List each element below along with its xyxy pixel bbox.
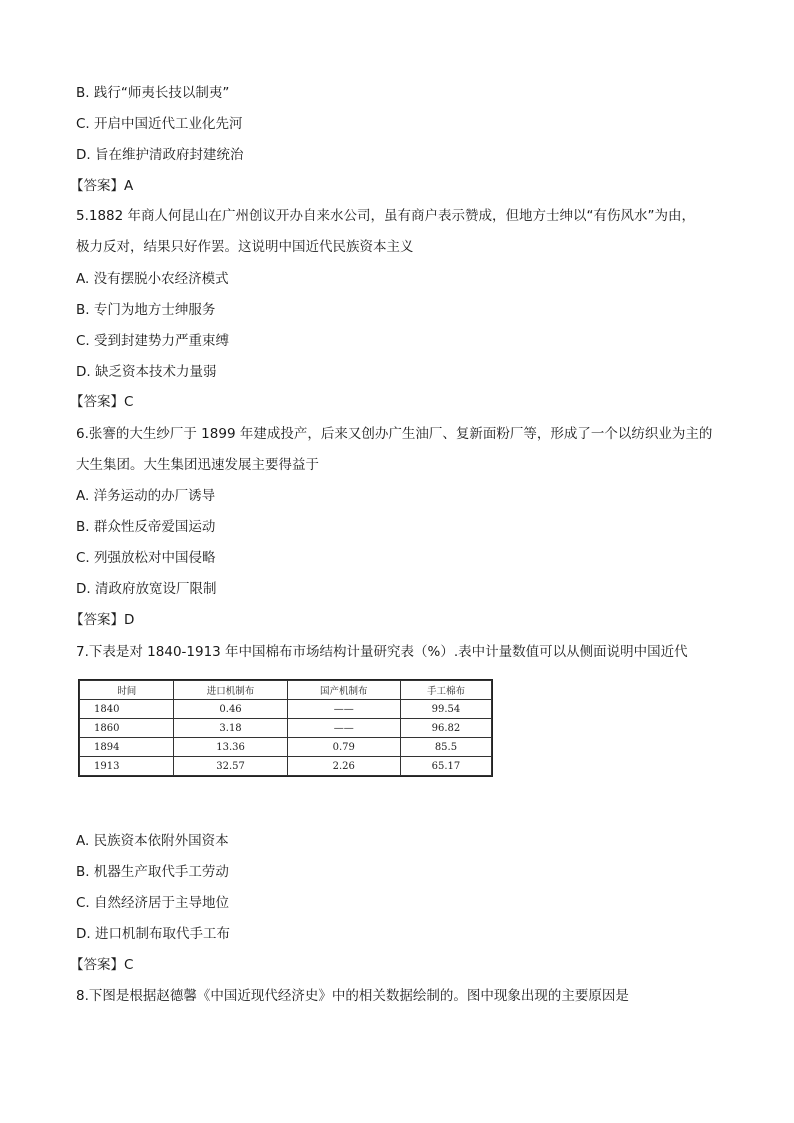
table-cell: 1860 [80,719,174,738]
question-text: 5.1882 年商人何昆山在广州创议开办自来水公司，虽有商户表示赞成，但地方士绅以“有伤风水”为由， [76,208,696,224]
option-line: A. 没有摆脱小农经济模式 [76,271,229,287]
table-cell: 0.46 [174,700,287,719]
option-line: C. 列强放松对中国侵略 [76,550,216,566]
question-text: 极力反对，结果只好作罢。这说明中国近代民族资本主义 [76,239,414,255]
table-cell: 1894 [80,738,174,757]
option-line: D. 旨在维护清政府封建统治 [76,147,244,163]
table-cell: 32.57 [174,757,287,776]
option-line: C. 受到封建势力严重束缚 [76,333,230,349]
table-cell: 65.17 [400,757,491,776]
question-text: 8.下图是根据赵德馨《中国近现代经济史》中的相关数据绘制的。图中现象出现的主要原因是 [76,988,629,1004]
question-text: 大生集团。大生集团迅速发展主要得益于 [76,457,319,473]
table-row [80,700,492,719]
question-text: 7.下表是对 1840-1913 年中国棉布市场结构计量研究表（%）.表中计量数值可以从侧面说明中国近代 [76,644,688,660]
table-header: 国产机制布 [287,681,400,700]
table-header-row [80,681,492,700]
option-line: B. 践行“师夷长技以制夷” [76,85,230,101]
table-cell: 96.82 [400,719,491,738]
table-cell: 1913 [80,757,174,776]
table-cell: 0.79 [287,738,400,757]
answer-line: 【答案】C [70,957,134,973]
option-line: D. 进口机制布取代手工布 [76,926,230,942]
table-cell: 3.18 [174,719,287,738]
option-line: B. 专门为地方士绅服务 [76,302,216,318]
option-line: D. 清政府放宽设厂限制 [76,581,217,597]
table-header: 进口机制布 [174,681,287,700]
table-row [80,757,492,776]
answer-line: 【答案】A [70,178,134,194]
answer-line: 【答案】C [70,394,134,410]
table-header: 手工棉布 [400,681,491,700]
option-line: C. 开启中国近代工业化先河 [76,116,243,132]
table-header: 时间 [80,681,174,700]
option-line: B. 群众性反帝爱国运动 [76,519,216,535]
table-cell: —— [287,700,400,719]
table-row [80,719,492,738]
table-cell: 99.54 [400,700,491,719]
table-cell: 85.5 [400,738,491,757]
table-cell: 13.36 [174,738,287,757]
option-line: D. 缺乏资本技术力量弱 [76,364,217,380]
option-line: A. 民族资本依附外国资本 [76,833,229,849]
cotton-market-table [79,680,492,776]
option-line: C. 自然经济居于主导地位 [76,895,230,911]
option-line: B. 机器生产取代手工劳动 [76,864,229,880]
question-text: 6.张謇的大生纱厂于 1899 年建成投产，后来又创办广生油厂、复新面粉厂等，形成了一个以纺织业为主的 [76,426,713,442]
answer-line: 【答案】D [70,612,135,628]
table-cell: —— [287,719,400,738]
table-row [80,738,492,757]
option-line: A. 洋务运动的办厂诱导 [76,488,216,504]
table-cell: 1840 [80,700,174,719]
table-cell: 2.26 [287,757,400,776]
